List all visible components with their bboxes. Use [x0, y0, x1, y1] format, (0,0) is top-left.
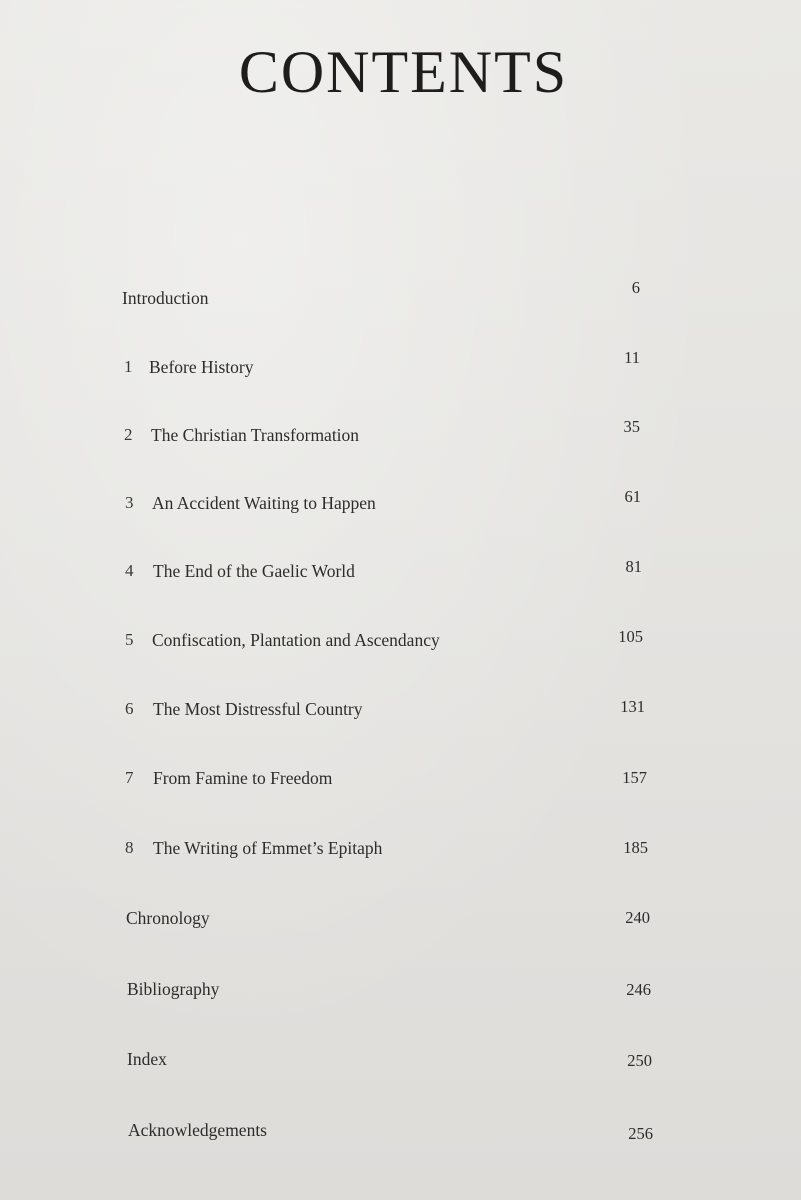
toc-entry-page: 35: [623, 417, 640, 436]
toc-entry-label: The End of the Gaelic World: [153, 561, 355, 581]
toc-entry-page: 240: [625, 908, 650, 927]
toc-entry-page: 6: [631, 278, 640, 297]
toc-entry-number: 1: [124, 357, 133, 376]
toc-entry-page: 246: [626, 980, 651, 999]
toc-entry-page: 131: [620, 697, 645, 716]
toc-entry-label: The Most Distressful Country: [153, 699, 363, 719]
toc-entry-label: Before History: [149, 357, 254, 377]
toc-entry-label: Acknowledgements: [128, 1120, 267, 1140]
toc-entry-page: 250: [627, 1051, 652, 1070]
toc-entry-label: An Accident Waiting to Happen: [152, 493, 376, 513]
toc-entry-label: From Famine to Freedom: [153, 768, 333, 788]
toc-entry-page: 157: [622, 768, 647, 787]
toc-entry-number: 8: [125, 838, 134, 857]
toc-entry-number: 6: [125, 699, 134, 718]
toc-entry-label: Index: [127, 1049, 167, 1069]
toc-entry-label: Bibliography: [127, 979, 220, 999]
toc-entry-page: 61: [624, 487, 641, 506]
toc-entry-page: 185: [623, 838, 648, 857]
toc-entry-page: 81: [625, 557, 642, 576]
page-title: CONTENTS: [238, 39, 569, 105]
toc-entry-label: Introduction: [122, 288, 209, 308]
toc-entry-page: 11: [624, 348, 640, 367]
toc-entry-label: Chronology: [126, 908, 210, 928]
toc-entry-label: The Christian Transformation: [151, 425, 360, 445]
toc-entry-label: The Writing of Emmet’s Epitaph: [153, 838, 383, 858]
toc-entry-page: 256: [628, 1124, 653, 1143]
toc-entry-page: 105: [618, 627, 643, 646]
toc-entry-label: Confiscation, Plantation and Ascendancy: [152, 630, 440, 650]
toc-entry-number: 5: [125, 630, 134, 649]
toc-entry-number: 4: [125, 561, 134, 580]
toc-entry-number: 3: [125, 493, 134, 512]
toc-entry-number: 7: [125, 768, 134, 787]
toc-entry-number: 2: [124, 425, 133, 444]
